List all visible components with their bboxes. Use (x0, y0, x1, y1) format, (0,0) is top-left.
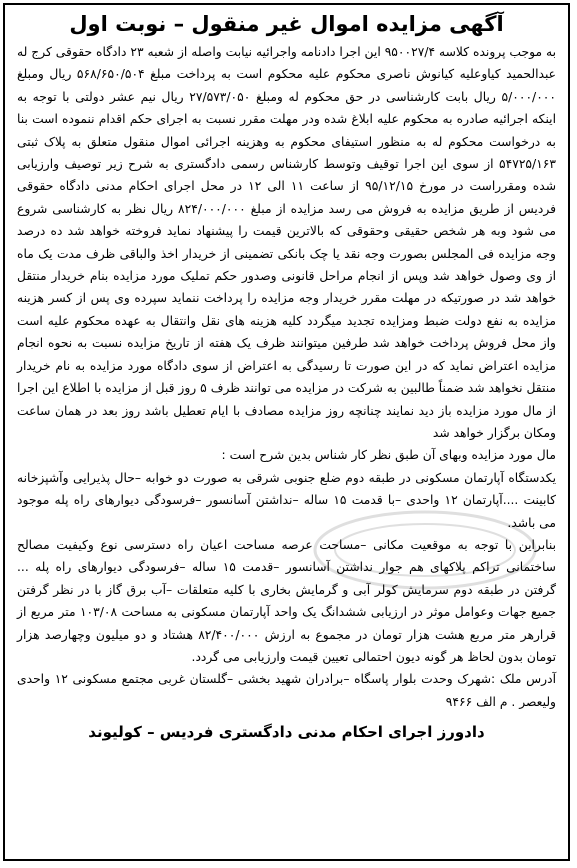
property-address: آدرس ملک :شهرک وحدت بلوار پاسگاه –برادران شهید بخشی –گلستان غربی مجتمع مسکونی ۱۲ واحدی ولیعصر . م الف ۹۴۶۶ (17, 672, 556, 709)
property-intro: مال مورد مزایده وبهای آن طبق نظر کار شناس بدین شرح است : (221, 448, 556, 463)
notice-body (5, 41, 568, 713)
notice-frame (3, 3, 570, 861)
signature: دادورز اجرای احکام مدنی دادگستری فردیس – کولیوند (88, 723, 485, 742)
property-description: یکدستگاه آپارتمان مسکونی در طبقه دوم ضلع جنوبی شرقی به صورت دو خوابه –حال پذیرایی وآشپزخانه کابینت ....آپارتمان ۱۲ واحدی –با قدمت ۱۵ ساله –نداشتن آسانسور –فرسودگی دیوارهای راه پله موجود می باشد. (17, 470, 557, 530)
valuation-paragraph: بنابراین با توجه به موقعیت مکانی –مساحت عرصه مساحت اعیان راه دسترسی نوع وکیفیت مصالح ساختمانی تراکم پلاکهای هم جوار نداشتن آسانسور –قدمت ۱۵ ساله –فرسودگی دیوارهای راه پله ... گرفتن در طبقه دوم سرمایش کولر آبی و گرمایش بخاری با کلیه متعلقات –آب برق گاز با در نظر گرفتن جمیع جهات وعوامل موثر در ارزیابی ششدانگ یک واحد آپارتمان مسکونی به مساحت ۱۰۳/۰۸ متر مربع از قرارهر متر مربع هشت هزار تومان در مجموع به ارزش ۸۲/۴۰۰/۰۰۰ هشتاد و دو میلیون وچهارصد هزار تومان بدون لحاظ هر گونه دیون احتمالی تعیین قیمت وارزیابی می گردد. (17, 537, 556, 664)
notice-title: آگهی مزایده اموال غیر منقول – نوبت اول (69, 12, 504, 36)
main-paragraph: به موجب پرونده کلاسه ۹۵۰۰۲۷/۴ این اجرا دادنامه واجرائیه نیابت واصله از شعبه ۲۳ دادگاه حقوقی کرج له عبدالحمید کیاوعلیه کیانوش ناصری محکوم علیه محکوم است به پرداخت مبلغ ۵۶۸/۶۵۰/۵۰۴ ریال ومبلغ ۵/۰۰۰/۰۰۰ ریال بابت کارشناسی در حق محکوم له ومبلغ ۲۷/۵۷۳/۰۵۰ ریال نیم عشر دولتی با توجه به اینکه اجرائیه صادره به محکوم علیه ابلاغ شده ودر مهلت مقرر نسبت به اجرای حکم اقدام ننموده است بنا به درخواست محکوم له به منظور استیفای محکوم به وهزینه اجرائی اموال منقول متعلق به پلاک ثبتی ۵۴۷۲۵/۱۶۳ از سوی این اجرا توقیف وتوسط کارشناس رسمی دادگستری به شرح زیر توصیف وارزیابی شده ومقرراست در مورخ ۹۵/۱۲/۱۵ از ساعت ۱۱ الی ۱۲ در محل اجرای احکام مدنی دادگاه حقوقی فردیس از طریق مزایده به فروش می رسد مزایده از مبلغ ۸۲۴/۰۰۰/۰۰۰ ریال نظر به کارشناسی شروع می شود وبه هر شخص حقیقی وحقوقی که بالاترین قیمت را پیشنهاد نماید فروخته خواهد شد ده درصد وجه مزایده فی المجلس بصورت وجه نقد یا چک بانکی تضمینی از خریدار اخذ والباقی ظرف مدت یک ماه از وی وصول خواهد شد وپس از انجام مراحل قانونی وصدور حکم تملیک مورد مزایده بنام خریدار منتقل خواهد شد در صورتیکه در مهلت مقرر خریدار وجه مزایده را پرداخت ننماید سپرده وی پس از کسر هزینه مزایده به نفع دولت ضبط ومزایده تجدید میگردد کلیه هزینه های نقل وانتقال به عهده محکوم علیه است واز محل فروش پرداخت خواهد شد طرفین میتوانند ظرف یک هفته از تاریخ مزایده نسبت به نحوه انجام مزایده اعتراض نماید که در این صورت تا رسیدگی به اعتراض از سوی دادگاه مورد مزایده به نام خریدار منتقل نخواهد شد ضمناً طالبین به شرکت در مزایده می توانند ظرف ۵ روز قبل از مزایده با اطلاع این اجرا از مال مورد مزایده باز دید نمایند چنانچه روز مزایده مصادف با ایام تعطیل باشد روز بعد در همان ساعت ومکان برگزار خواهد شد (17, 45, 557, 440)
